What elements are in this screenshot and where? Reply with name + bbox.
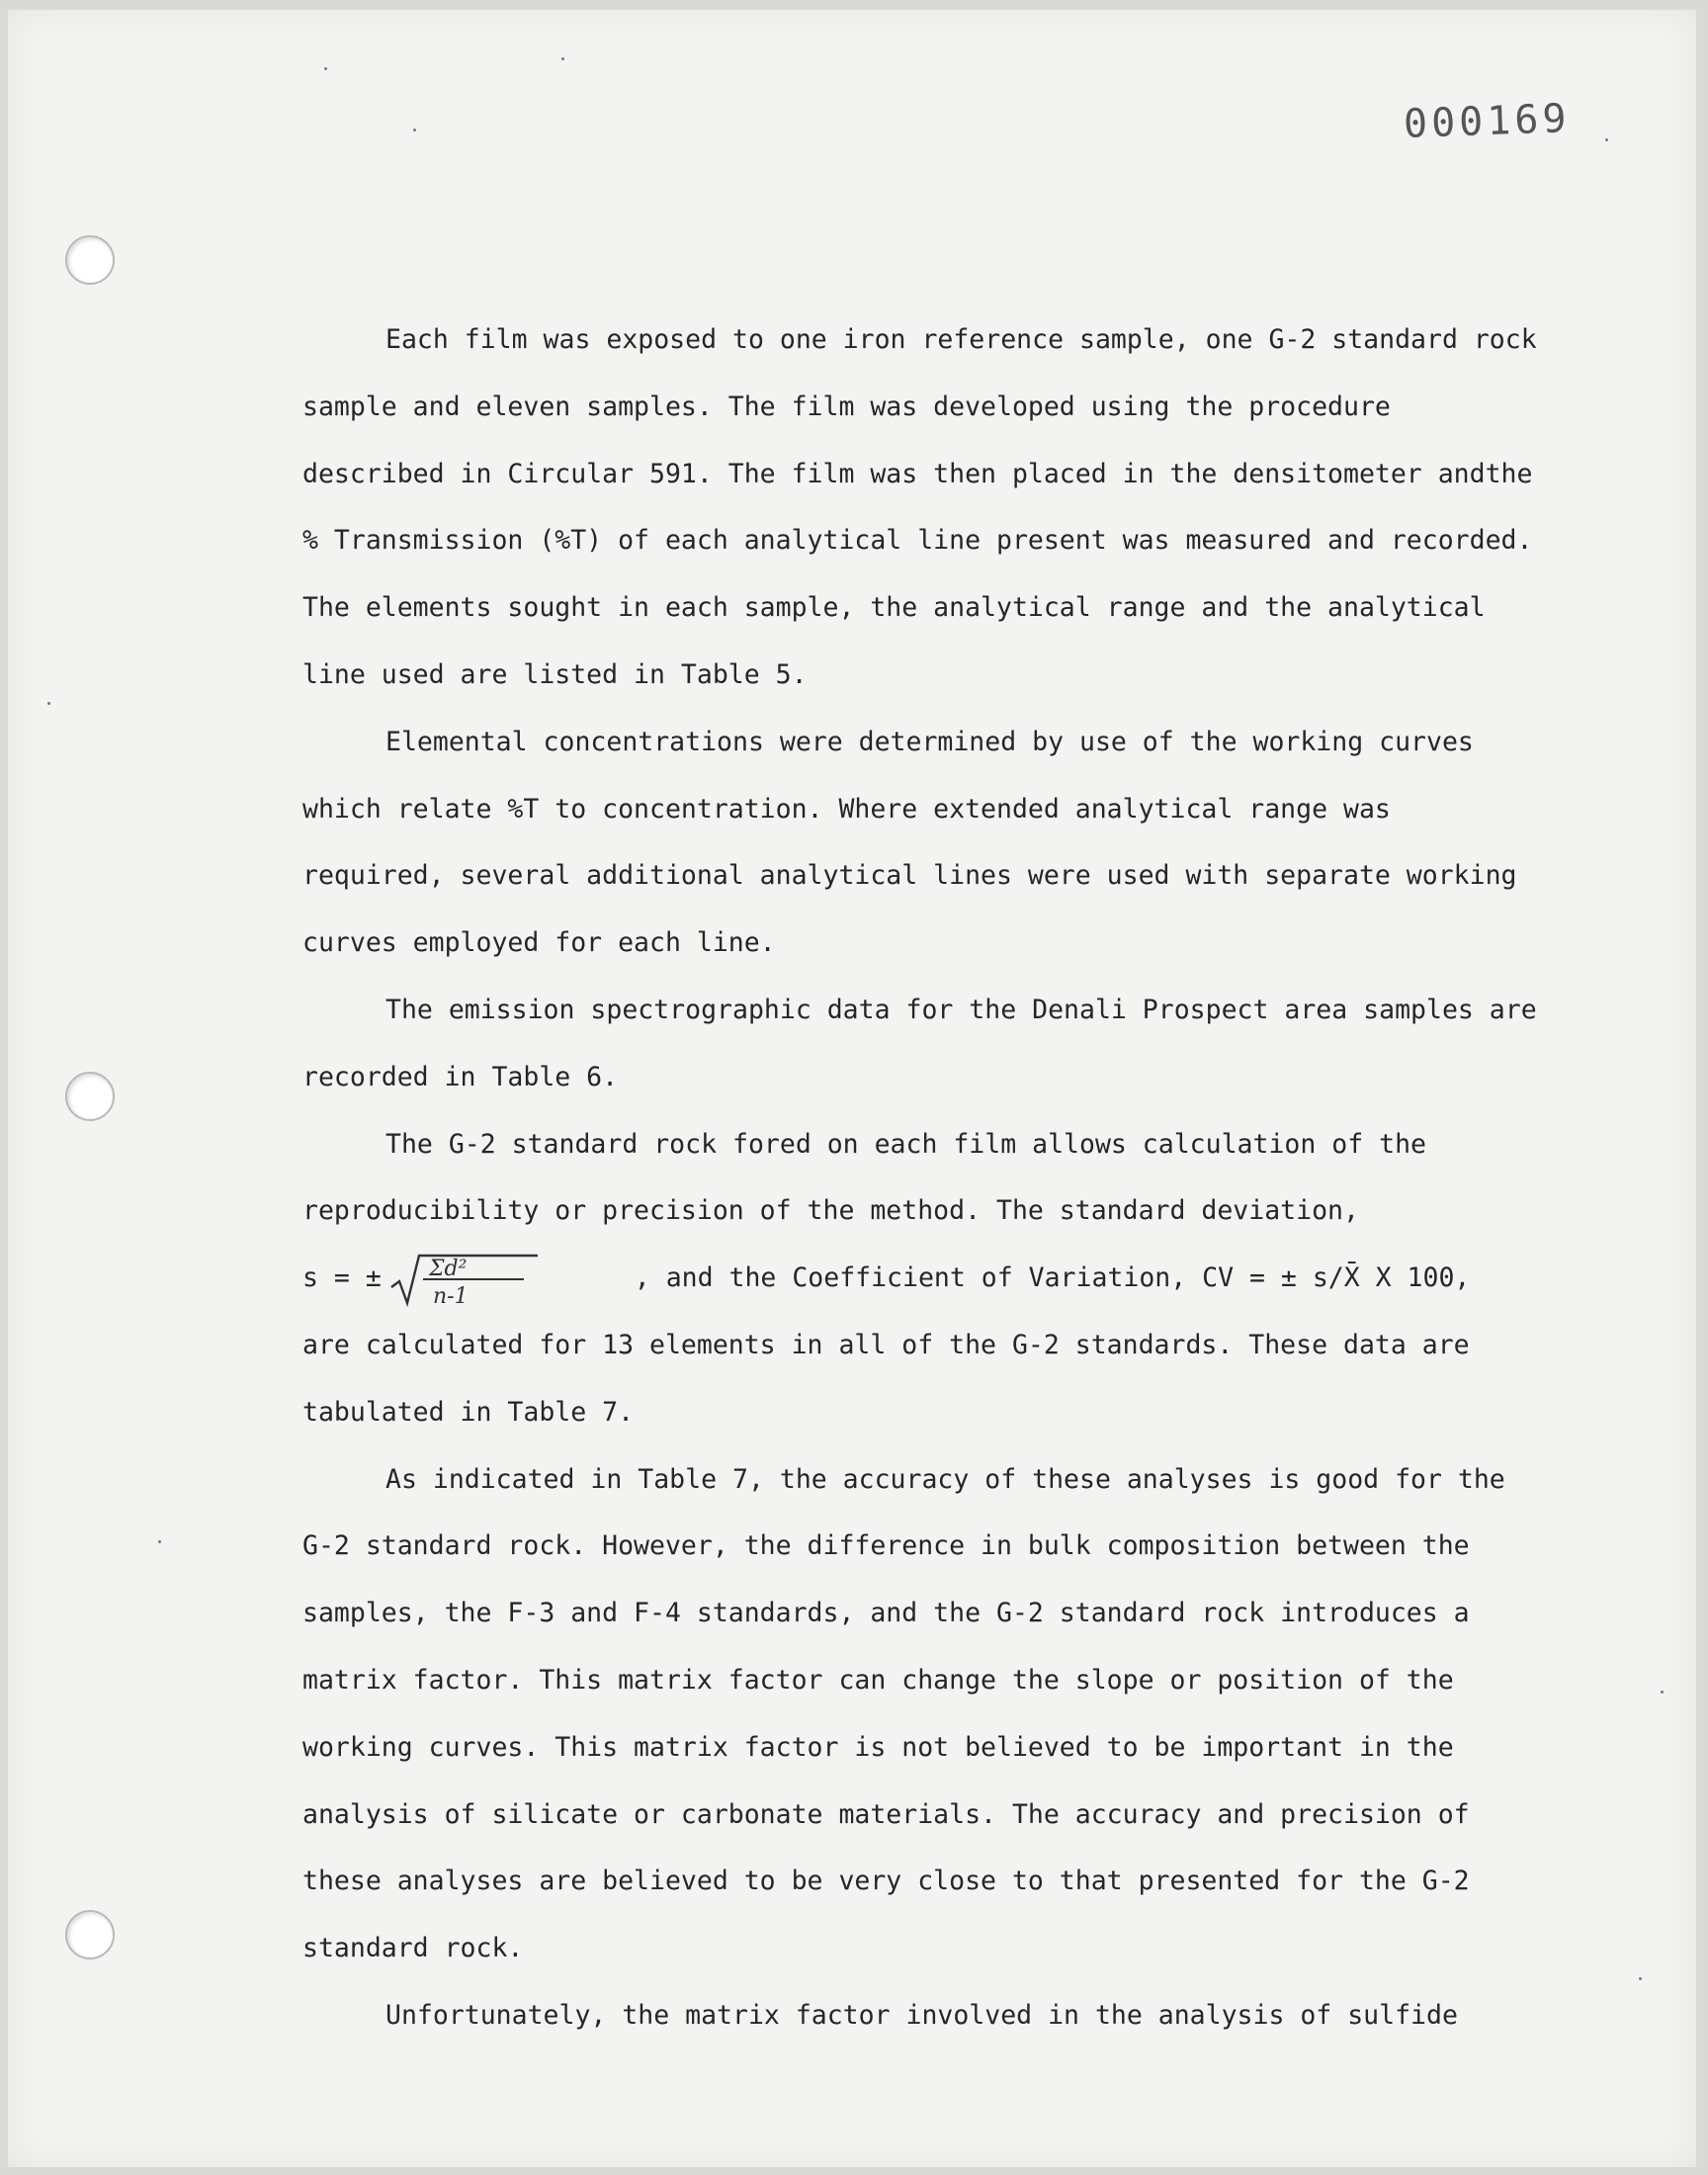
scan-speck [1605,138,1608,141]
paragraph-4: The G-2 standard rock fored on each film allows calculation of the reproducibility or precision of the method. The standard deviation, [302,1128,1426,1227]
document-page [8,10,1696,2167]
sqrt-sign-icon [389,1252,627,1307]
formula-denominator: n-1 [432,1283,469,1307]
scan-speck [413,129,416,131]
paragraph-1: Each film was exposed to one iron reference sample, one G-2 standard rock sample and eleven samples. The film was developed using the procedure described in Circular 591. The film was then placed in the densitometer andthe % Transmission (%T) of each analytical line present was measured and recorded. The elements sought in each sample, the analytical range and the analytical line used are listed in Table 5. [302,324,1537,690]
binder-hole-top [65,235,115,285]
page-number: 000169 [1403,96,1572,147]
paragraph-6: Unfortunately, the matrix factor involved in the analysis of sulfide [385,1999,1458,2031]
formula-prefix: s = ± [302,1262,382,1294]
binder-hole-bottom [65,1910,115,1959]
paragraph-3: The emission spectrographic data for the Denali Prospect area samples are recorded in Table 6. [302,994,1537,1092]
scan-speck [158,1540,161,1543]
scan-speck [561,57,564,60]
scan-speck [324,67,327,70]
scan-speck [1661,1691,1664,1694]
paragraph-2: Elemental concentrations were determined by use of the working curves which relate %T to concentration. Where extended analytical range was required, several additional analytical lines were used with separate working curves employed for each line. [302,726,1517,959]
body-text [302,306,1538,2049]
scan-speck [47,702,50,705]
formula-numerator: Σd² [428,1256,468,1281]
paragraph-5: As indicated in Table 7, the accuracy of these analyses is good for the G-2 standard rock. However, the difference in bulk composition between the samples, the F-3 and F-4 standards, and the G-2 standard rock introduces a matrix factor. This matrix factor can change the slope or position of the working curves. This matrix factor is not believed to be important in the analysis of silicate or carbonate materials. The accuracy and precision of these analyses are believed to be very close to that presented for the G-2 standard rock. [302,1463,1505,1964]
std-dev-formula [389,1252,627,1307]
scan-speck [1639,1977,1642,1980]
formula-line [302,1245,1538,1312]
paragraph-4-continued: are calculated for 13 elements in all of the G-2 standards. These data are tabulated in Table 7. [302,1329,1470,1428]
binder-hole-middle [65,1072,115,1121]
formula-suffix: , and the Coefficient of Variation, CV = ± s/X̄ X 100, [634,1262,1471,1294]
